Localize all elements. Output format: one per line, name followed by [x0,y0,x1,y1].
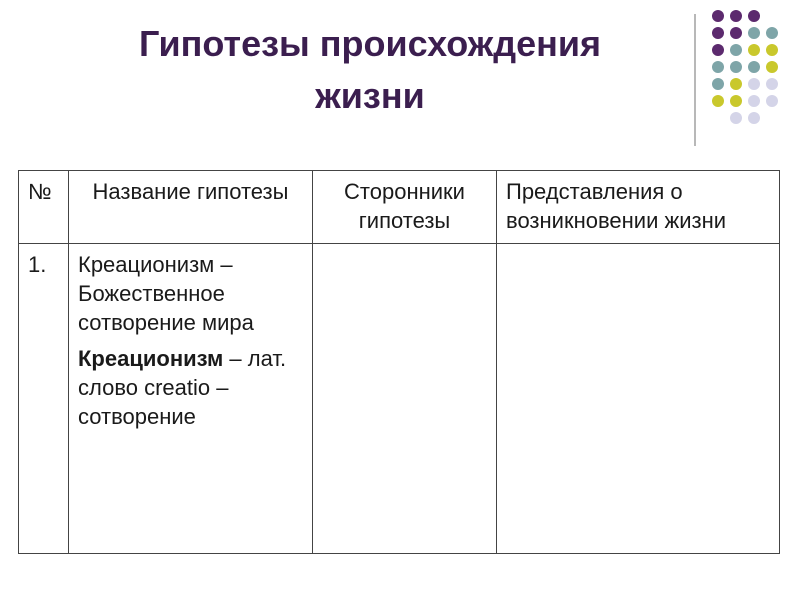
dot-purple [730,27,742,39]
hypothesis-term: Креационизм [78,346,224,371]
hypothesis-definition: Креационизм – Божественное сотворение мира [78,252,254,335]
hypotheses-table [18,170,780,554]
cell-number: 1. [19,244,69,554]
header-number: № [19,171,69,244]
header-supporters: Сторонники гипотезы [313,171,497,244]
dot-purple [712,27,724,39]
dot-lavender [730,112,742,124]
dot-yellow [712,95,724,107]
hypothesis-term-meaning: – лат. слово creatio – сотворение [78,346,287,429]
dot-purple [712,44,724,56]
slide-title [50,18,690,122]
dot-teal [730,61,742,73]
dot-lavender [748,78,760,90]
dot-purple [712,10,724,22]
dot-teal [712,78,724,90]
dot-lavender [766,78,778,90]
dot-teal [730,44,742,56]
cell-ideas [497,244,780,554]
dot-yellow [730,78,742,90]
dot-lavender [748,95,760,107]
dot-teal [712,61,724,73]
dot-teal [748,27,760,39]
dot-yellow [766,44,778,56]
dot-grid-icon [712,10,780,130]
dot-purple [730,10,742,22]
dot-purple [748,10,760,22]
header-hypothesis-name: Название гипотезы [69,171,313,244]
dot-yellow [730,95,742,107]
decor-divider [694,14,696,146]
cell-supporters [313,244,497,554]
table-header-row [19,171,780,244]
header-ideas: Представления о возникновении жизни [497,171,780,244]
hypothesis-etymology [78,344,303,431]
dot-teal [766,27,778,39]
slide-title-line-1: Гипотезы происхождения [138,23,602,64]
dot-lavender [766,95,778,107]
table-row [19,244,780,554]
dot-yellow [748,44,760,56]
dot-yellow [766,61,778,73]
slide-title-line-2: жизни [315,75,425,116]
dot-lavender [748,112,760,124]
dot-teal [748,61,760,73]
cell-hypothesis-name [69,244,313,554]
